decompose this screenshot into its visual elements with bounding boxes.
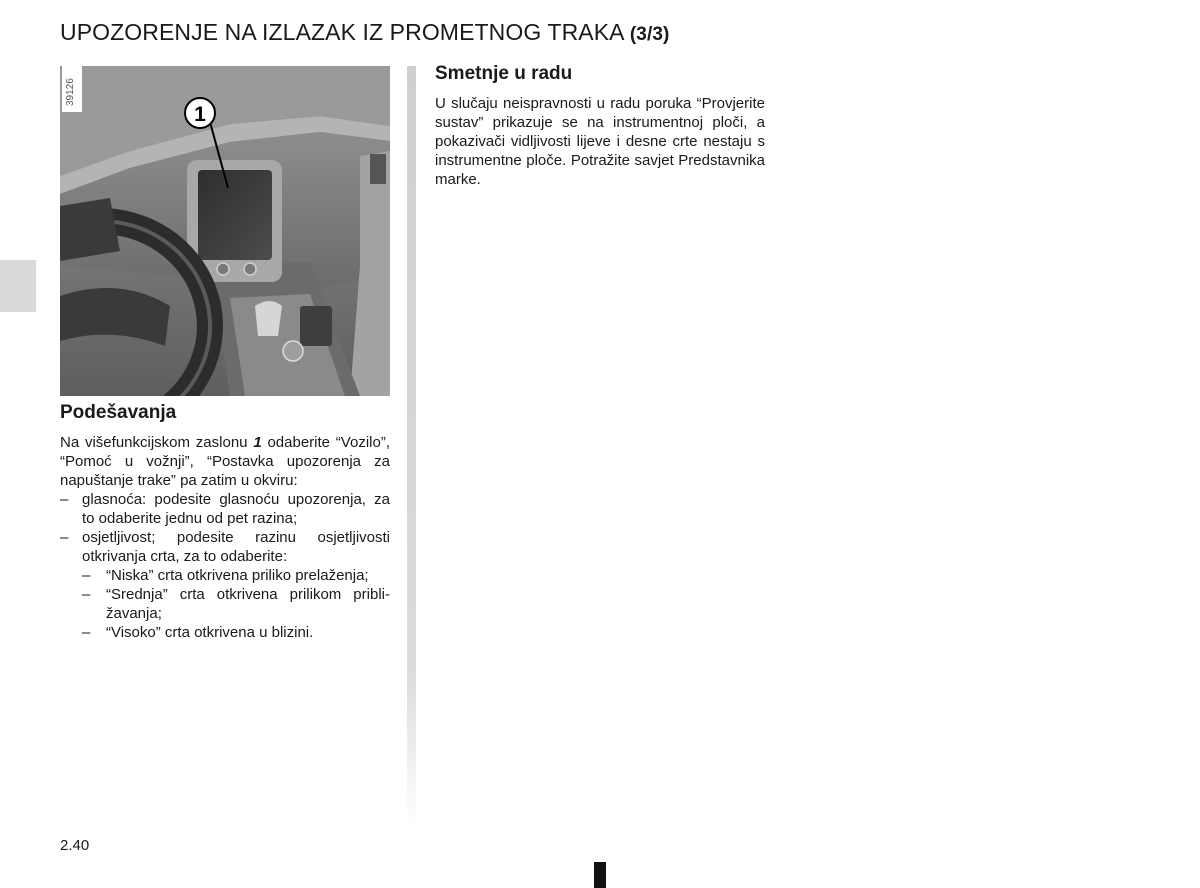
column-divider (407, 66, 416, 826)
page-title (60, 19, 669, 46)
callout-label-1: 1 (194, 103, 206, 126)
list-item-text: osjetljivost; podesite razinu osjetljivosti otkrivanja crta, za to odaberite: (82, 529, 390, 565)
dashboard-drawing (60, 66, 390, 396)
list-dash: – (60, 529, 69, 546)
chapter-tab (0, 260, 36, 312)
list-item (60, 528, 390, 642)
intro-text-b: odaberite “Vozilo”, “Pomoć u vožnji”, “Postavka upozorenja za napuštanje trake” pa zatim u okviru: (60, 434, 390, 489)
section-heading-settings: Podešavanja (60, 402, 177, 423)
sub-list-item-text: “Visoko” crta otkrivena u blizini. (106, 624, 314, 641)
intro-number: 1 (253, 434, 262, 451)
figure-code-text: 39126 (65, 78, 76, 106)
sub-list-item (82, 585, 390, 623)
malfunctions-body: U slučaju neispravnosti u radu poruka “Provjerite sustav” prikazuje se na instrumentnoj ploči, a pokazivači vidljivosti lijeve i desne crte nestaju s instrumentne ploče. Potražite savjet Predstavnika marke. (435, 95, 765, 188)
dashboard-illustration (60, 66, 390, 396)
page-edge-mark (594, 862, 606, 888)
section-heading-malfunctions: Smetnje u radu (435, 63, 573, 84)
settings-body (60, 433, 390, 642)
figure-code (62, 66, 82, 112)
sub-list (82, 566, 390, 642)
settings-intro (60, 433, 390, 490)
sub-list-item-text: “Srednja” crta otkrivena prilikom približavanja; (106, 586, 390, 622)
sub-list-item-text: “Niska” crta otkrivena priliko prelaženja; (106, 567, 369, 584)
list-item (60, 490, 390, 528)
list-item-text: glasnoća: podesite glasnoću upozorenja, za to odaberite jednu od pet razina; (82, 491, 390, 527)
page-number: 2.40 (60, 837, 90, 854)
page-title-text: UPOZORENJE NA IZLAZAK IZ PROMETNOG TRAKA (60, 19, 624, 45)
sub-list-dash: – (82, 567, 91, 584)
sub-list-dash: – (82, 624, 91, 641)
sub-list-item (82, 566, 390, 585)
page-title-part: (3/3) (629, 24, 670, 45)
sub-list-item (82, 623, 390, 642)
intro-text-a: Na višefunkcijskom zaslonu (60, 434, 254, 451)
list-dash: – (60, 491, 69, 508)
sub-list-dash: – (82, 586, 91, 603)
